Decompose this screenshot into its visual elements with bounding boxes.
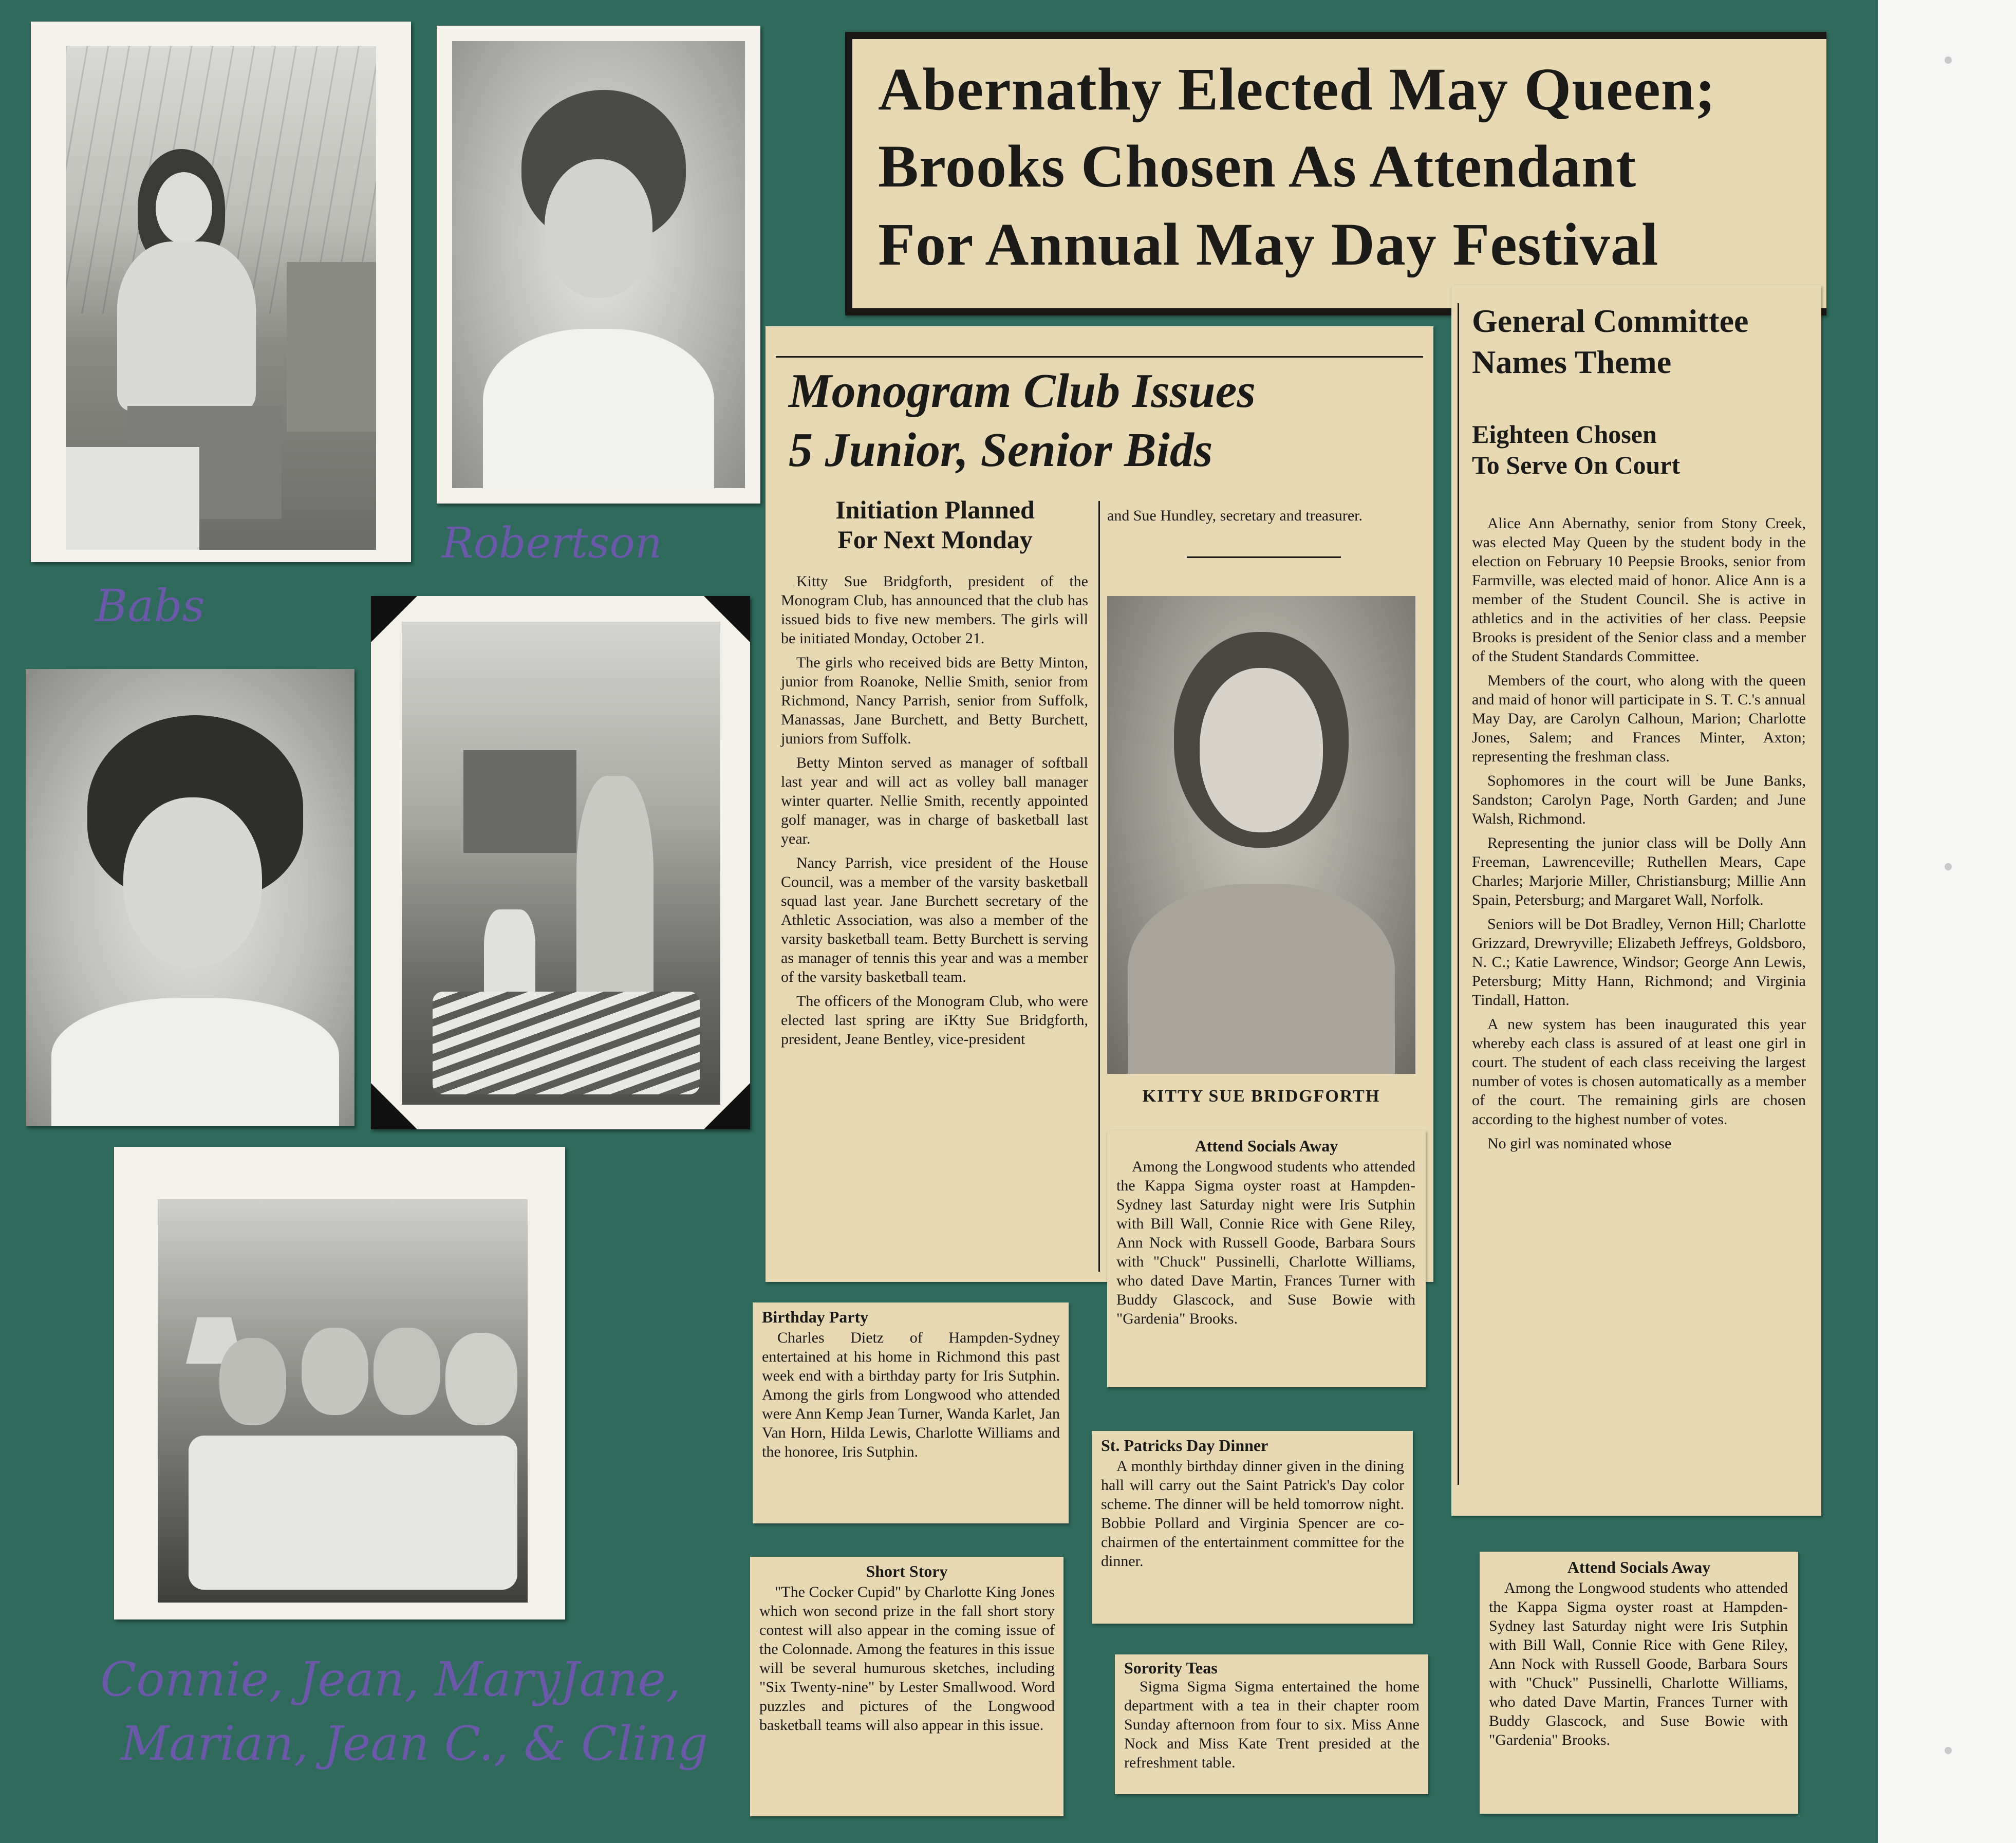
house: [463, 750, 576, 853]
main-headline-line1: Abernathy Elected May Queen;: [878, 55, 1716, 123]
sweater: [117, 241, 256, 411]
monogram-para3: Betty Minton served as manager of softball last year and will act as volley ball manager winter quarter. Nellie Smith, recently appointed golf manager, was in charge of basketball last year.: [781, 754, 1088, 847]
st-patricks-title: St. Patricks Day Dinner: [1101, 1436, 1268, 1455]
st-patricks-body: A monthly birthday dinner given in the dining hall will carry out the Saint Patrick's Day color scheme. The dinner will be held tomorrow night. Bobbie Pollard and Virginia Spencer are co-chairmen of the entertainment committee for the dinner.: [1101, 1458, 1404, 1570]
photo-portrait-robertson: [437, 26, 760, 504]
gc-para6: A new system has been inaugurated this year whereby each class is assured of at least one girl in court. The student of each class receiving the largest number of votes is chosen automatically as a member of the court. The remaining girls are chosen according to the highest number of votes.: [1472, 1016, 1806, 1128]
socials2-body: Among the Longwood students who attended the Kappa Sigma oyster roast at Hampden-Sydney last Saturday night were Iris Sutphin with Bill Wall, Connie Rice with Gene Riley, Ann Nock with Russell Goode, Barbara Sours with "Chuck" Pussinelli, Charlotte Williams, who dated Dave Martin, Frances Turner with Buddy Glascock, and Suse Bowie with "Gardenia" Brooks.: [1489, 1579, 1788, 1748]
building: [287, 262, 376, 432]
face: [123, 797, 262, 967]
monogram-col1: [781, 572, 1088, 1054]
girl-3: [374, 1328, 440, 1415]
wall-pillar: [66, 447, 199, 550]
handwritten-group-line2: Marian, Jean C., & Cling: [121, 1716, 708, 1771]
girl-1: [219, 1338, 286, 1425]
gc-para5: Seniors will be Dot Bradley, Vernon Hill; Charlotte Grizzard, Drewryville; Elizabeth Jeffreys, Goldsboro, N. C.; Katie Lawrence, Windsor; George Ann Lewis, Petersburg; Mitty Hann, Richmond; and Virginia Tindall, Hatton.: [1472, 916, 1806, 1009]
monogram-para5: The officers of the Monogram Club, who were elected last spring are iKtty Sue Bridgforth, president, Jeane Bentley, vice-president: [781, 993, 1088, 1048]
gc-headline1: General Committee: [1472, 303, 1749, 339]
socials2-title: Attend Socials Away: [1567, 1558, 1711, 1576]
monogram-subhead1: Initiation Planned: [835, 495, 1035, 524]
photo-babs-sitting: [31, 22, 411, 562]
photo-hammock: [371, 596, 750, 1129]
clipping-general-committee: [1451, 285, 1821, 1516]
birthday-body: Charles Dietz of Hampden-Sydney entertained at his home in Richmond this past week end with a birthday party for Iris Sutphin. Among the girls from Longwood who attended were Ann Kemp Jean Turner, Wanda Karlet, Jan Van Horn, Hilda Lewis, Charlotte Williams and the honoree, Iris Sutphin.: [762, 1329, 1060, 1460]
handwritten-group-line1: Connie, Jean, MaryJane,: [100, 1652, 681, 1707]
face: [545, 159, 652, 298]
top-rule: [776, 356, 1423, 358]
sorority-body: Sigma Sigma Sigma entertained the home department with a tea in their chapter room Sunday afternoon from four to six. Miss Anne Nock and Miss Kate Trent presided at the refreshment table.: [1124, 1678, 1420, 1771]
face: [1200, 668, 1323, 832]
monogram-para2: The girls who received bids are Betty Minton, junior from Roanoke, Nellie Smith, senior from Richmond, Nancy Parrish, senior from Suffolk, Manassas, Jane Burchett, and Betty Burchett, juniors from Suffolk.: [781, 654, 1088, 747]
column-rule: [1458, 303, 1459, 1485]
photo-group-girls: [114, 1147, 565, 1619]
sorority-title: Sorority Teas: [1124, 1659, 1218, 1677]
hammock: [433, 992, 700, 1094]
gc-para2: Members of the court, who along with the queen and maid of honor will participate in S. T. C.'s annual May Day, are Carolyn Calhoun, Marion; Charlotte Jones, Salem; and Frances Minter, Axton; representing the freshman class.: [1472, 672, 1806, 765]
gc-headline2: Names Theme: [1472, 344, 1672, 380]
photo-portrait-smiling: [26, 669, 354, 1126]
monogram-para1: Kitty Sue Bridgforth, president of the Monogram Club, has announced that the club has issued bids to five new members. The girls will be initiated Monday, October 21.: [781, 573, 1088, 647]
monogram-col2-text: and Sue Hundley, secretary and treasurer.: [1107, 507, 1363, 524]
gc-para7: No girl was nominated whose: [1487, 1135, 1672, 1152]
shoulders: [51, 998, 339, 1126]
clipping-short-story: [750, 1557, 1063, 1816]
clipping-socials-1: [1107, 1130, 1426, 1387]
handwritten-babs: Babs: [95, 581, 205, 632]
clipping-sorority-teas: [1115, 1654, 1428, 1794]
monogram-headline1: Monogram Club Issues: [789, 364, 1256, 418]
gc-subhead1: Eighteen Chosen: [1472, 420, 1657, 449]
birthday-title: Birthday Party: [762, 1308, 869, 1326]
kitty-sue-caption: KITTY SUE BRIDGFORTH: [1142, 1087, 1380, 1106]
gc-para1: Alice Ann Abernathy, senior from Stony Creek, was elected May Queen by the student body in the election on February 10 Peepsie Brooks, senior from Farmville, was elected maid of honor. Alice Ann is a member of the Student Council. She is active in athletics and in the activities of her class. Peepsie Brooks is president of the Senior class and a member of the Student Standards Committee.: [1472, 515, 1806, 665]
socials1-body: Among the Longwood students who attended the Kappa Sigma oyster roast at Hampden-Sydney last Saturday night were Iris Sutphin with Bill Wall, Connie Rice with Gene Riley, Ann Nock with Russell Goode, Barbara Sours with "Chuck" Pussinelli, Charlotte Williams, who dated Dave Martin, Frances Turner with Buddy Glascock, and Suse Bowie with "Gardenia" Brooks.: [1116, 1158, 1415, 1327]
clipping-st-patricks: [1092, 1431, 1413, 1624]
shoulders: [483, 329, 714, 488]
column-divider: [1098, 501, 1100, 1272]
woman: [576, 776, 654, 1017]
girls-front: [189, 1436, 517, 1590]
clipping-socials-2: [1480, 1552, 1798, 1814]
short-story-title: Short Story: [866, 1562, 948, 1580]
clipping-birthday-party: [753, 1302, 1069, 1523]
girl-2: [302, 1328, 368, 1415]
sweater: [1128, 884, 1395, 1074]
woman-face: [156, 172, 212, 244]
main-headline-line3: For Annual May Day Festival: [878, 211, 1659, 278]
gc-para3: Sophomores in the court will be June Banks, Sandston; Carolyn Page, North Garden; and June Walsh, Richmond.: [1472, 772, 1806, 827]
girl-4: [445, 1333, 517, 1425]
gc-body: [1472, 514, 1806, 1158]
monogram-subhead2: For Next Monday: [837, 525, 1033, 554]
handwritten-robertson: Robertson: [442, 519, 662, 568]
short-story-body: "The Cocker Cupid" by Charlotte King Jones which won second prize in the fall short story contest will also appear in the coming issue of the Colonnade. Among the features in this issue will be several humurous sketches, including "Six Twenty-nine" by Lester Smallwood. Word puzzles and pictures of the Longwood basketball teams will also appear in this issue.: [759, 1584, 1055, 1734]
monogram-col2: [1107, 506, 1418, 530]
kitty-sue-photo: [1107, 596, 1415, 1074]
main-headline-line2: Brooks Chosen As Attendant: [878, 133, 1637, 200]
col2-rule: [1187, 556, 1341, 558]
gc-para4: Representing the junior class will be Dolly Ann Freeman, Lawrenceville; Ruthellen Mears, Cape Charles; Marjorie Miller, Christiansburg; Millie Ann Spain, Petersburg; and Margaret Wall, Norfolk.: [1472, 834, 1806, 908]
monogram-para4: Nancy Parrish, vice president of the House Council, was a member of the varsity basketball squad last year. Jane Burchett secretary of the Athletic Association, was also a member of the varsity basketball team. Betty Burchett is serving as manager of tennis this year and was a member of the varsity basketball team.: [781, 854, 1088, 985]
socials1-title: Attend Socials Away: [1194, 1137, 1338, 1155]
gc-subhead2: To Serve On Court: [1472, 451, 1681, 479]
clipping-main-headline: [845, 32, 1826, 315]
monogram-headline2: 5 Junior, Senior Bids: [789, 423, 1213, 477]
